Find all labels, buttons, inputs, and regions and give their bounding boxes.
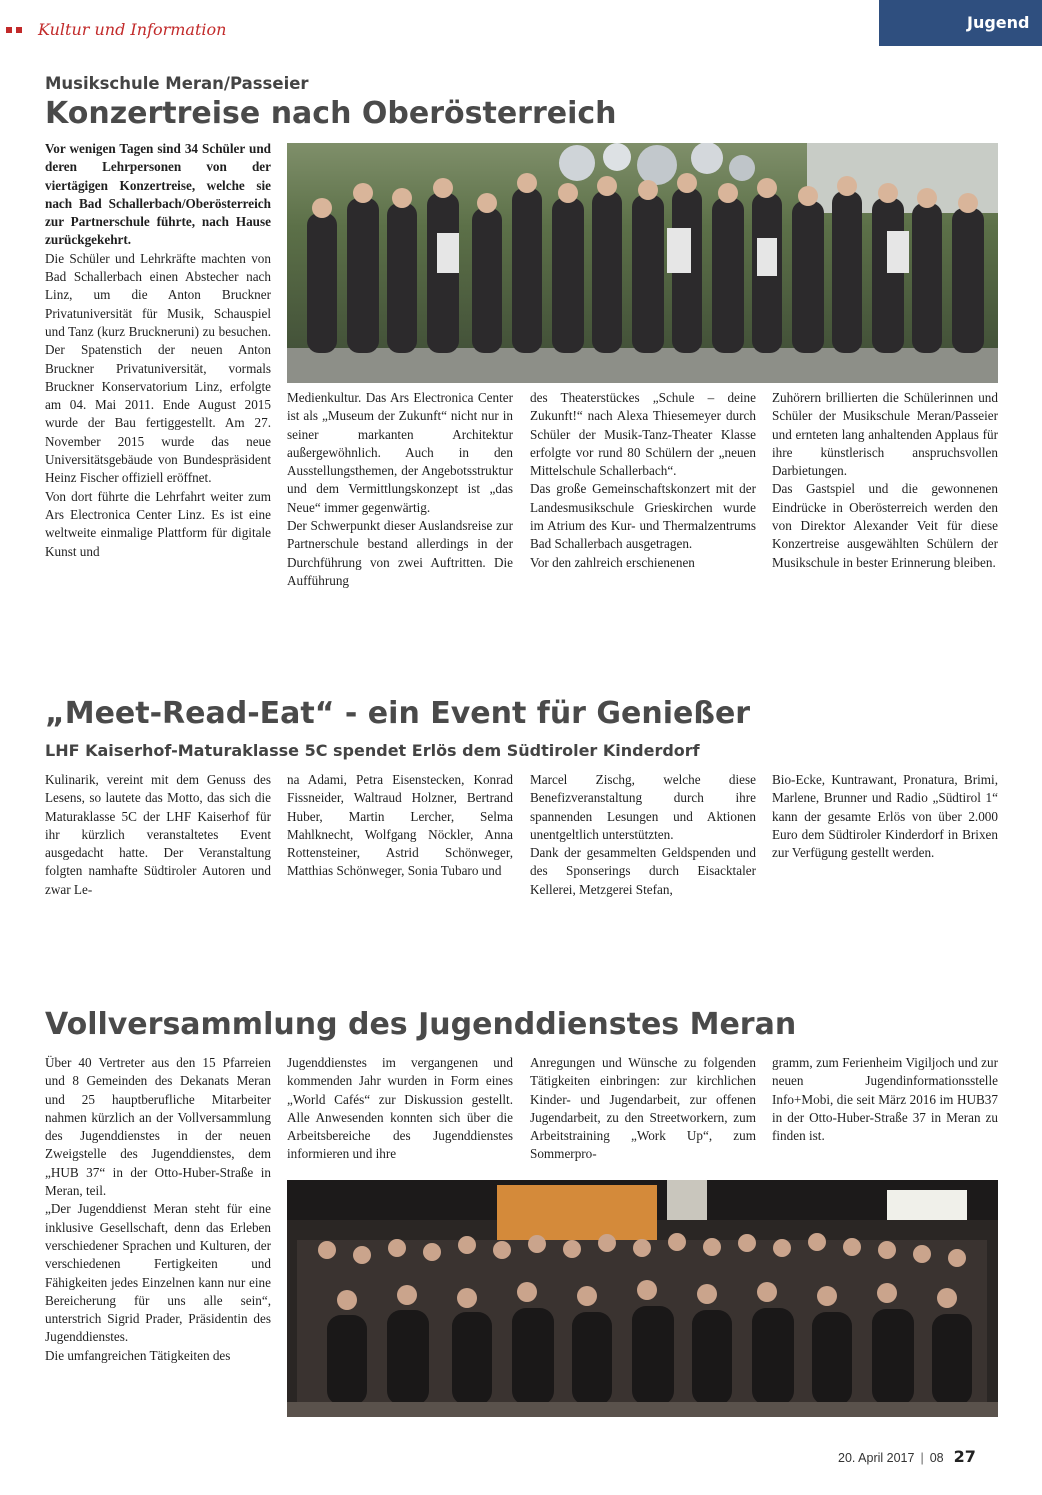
article2-paragraph: Marcel Zischg, welche diese Benefizveranstaltung durch ihre spannenden Lesungen und Aktionen unentgeltlich unterstützten. [530, 772, 756, 842]
article3-column-3 [530, 1054, 756, 1164]
article1-column-2 [287, 389, 513, 590]
article3-paragraph: „Der Jugenddienst Meran steht für eine inklusive Gesellschaft, denn das Erleben verschiedener Sprachen und Kulturen, der verschiedenen Fertigkeiten und Fähigkeiten jedes Einzelnen kann nur eine Bereicherung für uns alle sein“, unterstrich Sigrid Prader, Präsidentin des Jugenddienstes. [45, 1201, 271, 1345]
article3-paragraph: gramm, zum Ferienheim Vigiljoch und zur neuen Jugendinformationsstelle Info+Mobi, die seit März 2016 im HUB37 in der Otto-Huber-Straße 37 in Meran zu finden ist. [772, 1055, 998, 1144]
group-photo-image [287, 143, 998, 383]
article3-column-4 [772, 1054, 998, 1145]
article1-column-3 [530, 389, 756, 572]
section-tab: Jugend [879, 0, 1042, 46]
article2-paragraph: Bio-Ecke, Kuntrawant, Pronatura, Brimi, Marlene, Brunner und Radio „Südtirol 1“ kann der gesamte Erlös von über 2.000 Euro dem Südtiroler Kinderdorf in Brixen zur Verfügung gestellt werden. [772, 772, 998, 861]
article3-paragraph: Über 40 Vertreter aus den 15 Pfarreien und 8 Gemeinden des Dekanats Meran und 25 hauptberufliche Mitarbeiter nahmen kürzlich an der Vollversammlung des Jugenddienstes in der neuen Zweigstelle des Jugenddienstes, dem „HUB 37“ in der Otto-Huber-Straße in Meran, teil. [45, 1055, 271, 1199]
article1-paragraph: Von dort führte die Lehrfahrt weiter zum Ars Electronica Center Linz. Es ist eine weltweite einmalige Plattform für digitale Kunst und [45, 488, 271, 559]
article1-paragraph: des Theaterstückes „Schule – deine Zukunft!“ nach Alexa Thiesemeyer durch Schüler der Musik-Tanz-Theater Klasse erfolgte vor rund 80 Schülern der „neuen Mittelschule Schallerbach“. [530, 390, 756, 479]
article1-paragraph: Das große Gemeinschaftskonzert mit der Landesmusikschule Grieskirchen wurde im Atrium des Kur- und Thermalzentrums Bad Schallerbach ausgetragen. [530, 481, 756, 552]
article2-paragraph: Kulinarik, vereint mit dem Genuss des Lesens, so lautete das Motto, das sich die Maturaklasse 5C der LHF Kaiserhof für ihr kürzlich veranstaltetes Event ausgedacht hatte. Der Veranstaltung folgten namhafte Südtiroler Autoren und zwar Le- [45, 772, 271, 897]
article1-paragraph: Vor den zahlreich erschienenen [530, 554, 695, 570]
article2-paragraph: Dank der gesammelten Geldspenden und des Sponserings durch Eisacktaler Kellerei, Metzgerei Stefan, [530, 845, 756, 897]
article1-lead: Vor wenigen Tagen sind 34 Schüler und deren Lehrpersonen von der viertägigen Konzertreise, welche sie nach Bad Schallerbach/Oberösterreich zur Partnerschule führte, nach Hause zurückgekehrt. [45, 141, 271, 248]
header-square-icon [6, 27, 12, 33]
article2-column-4 [772, 771, 998, 862]
article3-column-1 [45, 1054, 271, 1365]
article1-headline: Konzertreise nach Oberösterreich [45, 96, 617, 131]
article2-column-3 [530, 771, 756, 899]
footer-separator: | [920, 1451, 924, 1465]
article3-photo-assembly-group [287, 1180, 998, 1417]
section-header [6, 20, 226, 39]
page-number: 27 [953, 1447, 976, 1466]
assembly-photo-image [287, 1180, 998, 1417]
header-square-icon [16, 27, 22, 33]
article2-headline: „Meet-Read-Eat“ - ein Event für Genießer [45, 696, 751, 731]
article2-column-2 [287, 771, 513, 881]
issue-number: 08 [929, 1451, 944, 1465]
article1-paragraph: Die Schüler und Lehrkräfte machten von Bad Schallerbach einen Abstecher nach Linz, um die Anton Bruckner Privatuniversität für Musik, Schauspiel und Tanz (kurz Bruckneruni) zu besuchen. Der Spatenstich der neuen Anton Bruckner Privatuniversität, vormals Bruckner Konservatorium Linz, erfolgte am 04. Mai 2011. Ende August 2015 wurde der Bau fertiggestellt. Am 27. November 2015 wurde das neue Universitätsgebäude von Bundespräsident Heinz Fischer offiziell eröffnet. [45, 250, 271, 486]
article2-subhead: LHF Kaiserhof-Maturaklasse 5C spendet Erlös dem Südtiroler Kinderdorf [45, 741, 700, 760]
article1-kicker: Musikschule Meran/Passeier [45, 74, 309, 93]
article1-column-4 [772, 389, 998, 572]
article1-paragraph: Medienkultur. Das Ars Electronica Center ist als „Museum der Zukunft“ nicht nur in seiner markanten Architektur außergewöhnlich. Auch in den Ausstellungsthemen, der Angebotsstruktur und dem Vermittlungskonzept ist „das Neue“ immer gegenwärtig. [287, 390, 513, 515]
article3-paragraph: Die umfangreichen Tätigkeiten des [45, 1347, 231, 1363]
article2-paragraph: na Adami, Petra Eisenstecken, Konrad Fissneider, Waltraud Holzner, Bertrand Huber, Martin Lercher, Selma Mahlknecht, Wolfgang Nöckler, Anna Rottensteiner, Astrid Schönweger, Matthias Schönweger, Sonia Tubaro und [287, 772, 513, 879]
article3-column-2 [287, 1054, 513, 1164]
article3-headline: Vollversammlung des Jugenddienstes Meran [45, 1007, 797, 1042]
article1-paragraph: Das Gastspiel und die gewonnenen Eindrücke in Oberösterreich werden den von Direktor Alexander Veit für diese Konzertreise ausgewählten Schülern der Musikschule in bester Erinnerung bleiben. [772, 481, 998, 570]
section-label: Kultur und Information [38, 20, 227, 39]
article3-paragraph: Anregungen und Wünsche zu folgenden Tätigkeiten einbringen: zur kirchlichen Kinder- und Jugendarbeit, zur offenen Jugendarbeit, zu den Streetworkern, zum Arbeitstraining „Work Up“, zum Sommerpro- [530, 1055, 756, 1162]
article1-paragraph: Der Schwerpunkt dieser Auslandsreise zur Partnerschule bestand allerdings in der Durchführung von zwei Auftritten. Die Aufführung [287, 518, 513, 588]
page-footer [838, 1447, 976, 1466]
article1-column-1 [45, 140, 271, 561]
article1-paragraph: Zuhörern brillierten die Schülerinnen und Schüler der Musikschule Meran/Passeier und ernteten lang anhaltenden Applaus für ihre künstlerisch anspruchsvollen Darbietungen. [772, 390, 998, 479]
article3-paragraph: Jugenddienstes im vergangenen und kommenden Jahr wurden in Form eines „World Cafés“ zur Diskussion gestellt. Alle Anwesenden konnten sich über die Arbeitsbereiche des Jugenddienstes informieren und ihre [287, 1055, 513, 1162]
issue-date: 20. April 2017 [838, 1451, 915, 1465]
article1-photo-school-group [287, 143, 998, 383]
article2-column-1 [45, 771, 271, 899]
